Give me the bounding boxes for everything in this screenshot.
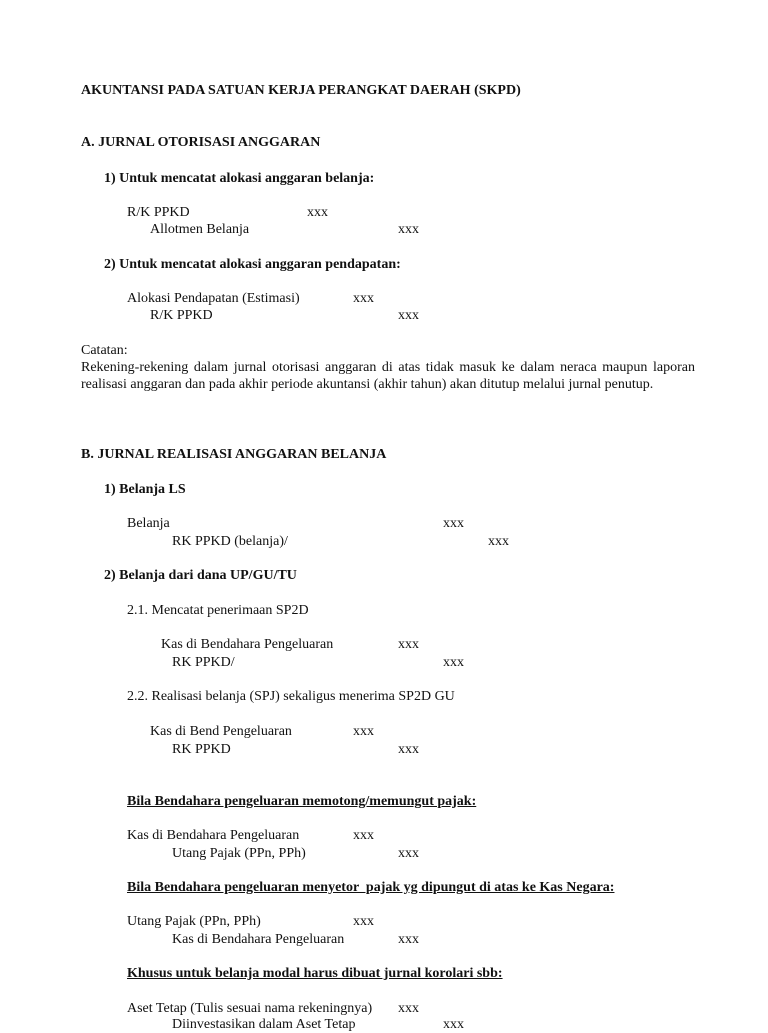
- tax-remit-credit-amount: xxx: [398, 932, 419, 947]
- a1-debit-account: R/K PPKD: [127, 205, 190, 220]
- section-a-item2-label: 2) Untuk mencatat alokasi anggaran pendapatan:: [104, 257, 401, 272]
- a2-debit-amount: xxx: [353, 291, 374, 306]
- note-label: Catatan:: [81, 343, 128, 358]
- b1-debit-account: Belanja: [127, 516, 170, 531]
- a2-debit-account: Alokasi Pendapatan (Estimasi): [127, 291, 300, 306]
- b1-debit-amount: xxx: [443, 516, 464, 531]
- tax-withhold-credit-account: Utang Pajak (PPn, PPh): [172, 846, 306, 861]
- section-b-item2-label: 2) Belanja dari dana UP/GU/TU: [104, 568, 297, 583]
- b21-debit-amount: xxx: [398, 637, 419, 652]
- b21-label: 2.1. Mencatat penerimaan SP2D: [127, 603, 309, 618]
- tax-remit-heading: Bila Bendahara pengeluaran menyetor pajak yg dipungut di atas ke Kas Negara:: [127, 880, 615, 895]
- b22-credit-account: RK PPKD: [172, 742, 231, 757]
- a1-credit-account: Allotmen Belanja: [150, 222, 250, 237]
- b1-credit-amount: xxx: [488, 534, 509, 549]
- section-a-heading: A. JURNAL OTORISASI ANGGARAN: [81, 135, 321, 150]
- tax-withhold-credit-amount: xxx: [398, 846, 419, 861]
- capital-credit-amount: xxx: [443, 1017, 464, 1032]
- capital-debit-amount: xxx: [398, 1001, 419, 1016]
- a1-credit-amount: xxx: [398, 222, 419, 237]
- a1-debit-amount: xxx: [307, 205, 328, 220]
- capital-heading: Khusus untuk belanja modal harus dibuat jurnal korolari sbb:: [127, 966, 503, 981]
- note-text: Rekening-rekening dalam jurnal otorisasi anggaran di atas tidak masuk ke dalam neraca maupun laporan realisasi anggaran dan pada akhir periode akuntansi (akhir tahun) akan ditutup melalui jurnal penutup.: [81, 360, 695, 392]
- section-b-item1-label: 1) Belanja LS: [104, 482, 186, 497]
- section-b-heading: B. JURNAL REALISASI ANGGARAN BELANJA: [81, 447, 387, 462]
- b22-debit-amount: xxx: [353, 724, 374, 739]
- document-title: AKUNTANSI PADA SATUAN KERJA PERANGKAT DAERAH (SKPD): [81, 83, 521, 98]
- b21-credit-amount: xxx: [443, 655, 464, 670]
- b21-debit-account: Kas di Bendahara Pengeluaran: [161, 637, 334, 652]
- a2-credit-account: R/K PPKD: [150, 308, 213, 323]
- b1-credit-account: RK PPKD (belanja)/: [172, 534, 288, 549]
- tax-remit-credit-account: Kas di Bendahara Pengeluaran: [172, 932, 345, 947]
- tax-remit-debit-amount: xxx: [353, 914, 374, 929]
- tax-withhold-heading: Bila Bendahara pengeluaran memotong/memungut pajak:: [127, 794, 477, 809]
- b22-label: 2.2. Realisasi belanja (SPJ) sekaligus menerima SP2D GU: [127, 689, 455, 704]
- b21-credit-account: RK PPKD/: [172, 655, 235, 670]
- b22-credit-amount: xxx: [398, 742, 419, 757]
- b22-debit-account: Kas di Bend Pengeluaran: [150, 724, 292, 739]
- tax-withhold-debit-account: Kas di Bendahara Pengeluaran: [127, 828, 300, 843]
- tax-withhold-debit-amount: xxx: [353, 828, 374, 843]
- a2-credit-amount: xxx: [398, 308, 419, 323]
- capital-credit-account: Diinvestasikan dalam Aset Tetap: [172, 1017, 356, 1032]
- capital-debit-account: Aset Tetap (Tulis sesuai nama rekeningnya): [127, 1001, 373, 1016]
- section-a-item1-label: 1) Untuk mencatat alokasi anggaran belanja:: [104, 171, 375, 186]
- tax-remit-debit-account: Utang Pajak (PPn, PPh): [127, 914, 261, 929]
